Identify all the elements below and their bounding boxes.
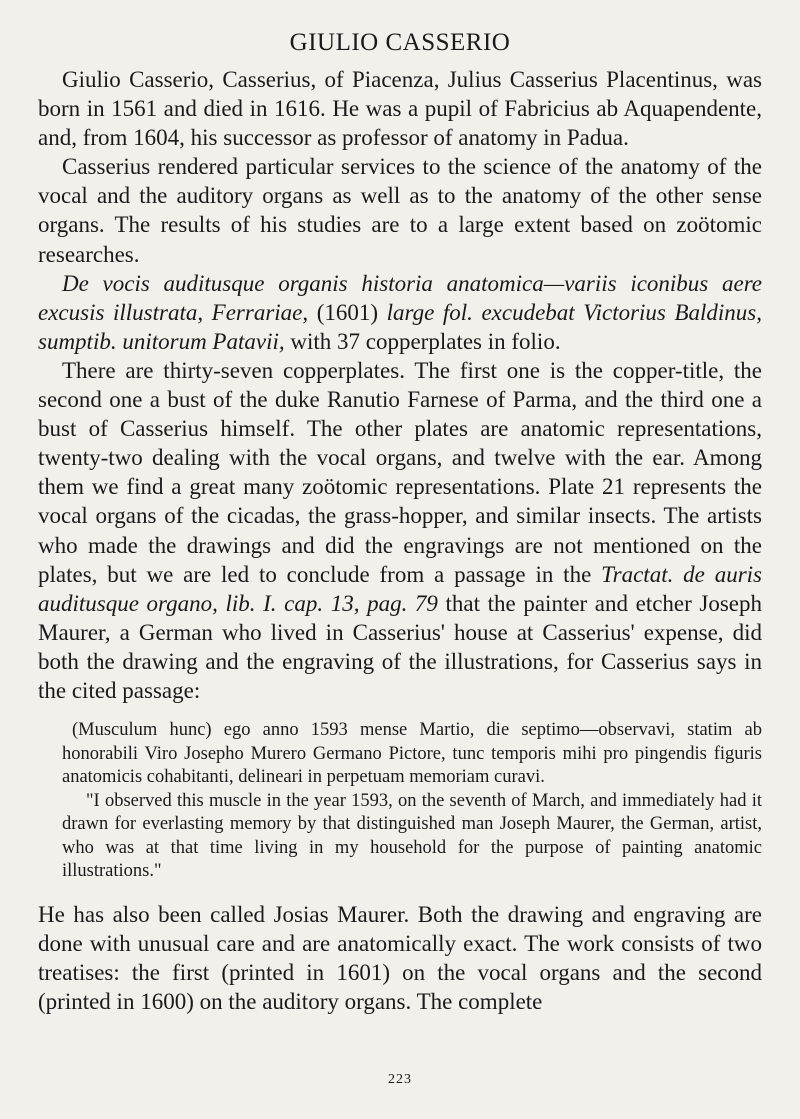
quote-english: "I observed this muscle in the year 1593, on the seventh of March, and immediately had it drawn for everlasting memory by that distinguished man Joseph Maurer, the German, artist, who was at that time living in my household for the purpose of painting anatomic illustrations."	[62, 790, 762, 882]
paragraph-biography: Giulio Casserio, Casserius, of Piacenza, Julius Casserius Placentinus, was born in 1561 and died in 1616. He was a pupil of Fabricius ab Aquapendente, and, from 1604, his successor as professor of anatomy in Padua.	[38, 67, 762, 151]
book-plates-note: with 37 copperplates in folio.	[284, 328, 561, 354]
tractat-citation: Tractat. de auris auditusque organo, lib. I. cap. 13, pag. 79	[38, 561, 763, 616]
paragraph-josias-maurer: He has also been called Josias Maurer. Both the drawing and engraving are done with unusual care and are anatomically exact. The work consists of two treatises: the first (printed in 1601) on the vocal organs and the second (printed in 1600) on the auditory organs. The complete	[38, 901, 762, 1014]
paragraph-contributions: Casserius rendered particular services to the science of the anatomy of the vocal and the auditory organs as well as to the anatomy of the other sense organs. The results of his studies are to a large extent based on zoötomic researches.	[38, 154, 762, 267]
book-year: (1601)	[308, 299, 387, 325]
chapter-title: GIULIO CASSERIO	[289, 29, 511, 56]
page-number: 223	[388, 1072, 412, 1087]
quote-latin: (Musculum hunc) ego anno 1593 mense Martio, die septimo—observavi, statim ab honorabili Viro Josepho Murero Germano Pictore, tunc temporis mihi pro pingendis figuris anatomicis cohabitanti, delineari in perpetuam memoriam curavi.	[62, 720, 762, 788]
book-imprint-italic: large fol. excudebat Victorius Baldinus, sumptib. unitorum Patavii,	[38, 299, 762, 354]
paragraph-copperplates	[38, 356, 762, 705]
copperplates-text-a: There are thirty-seven copperplates. The first one is the copper-title, the second one a bust of the duke Ranutio Farnese of Parma, and the third one a bust of Casserius himself. The other plates are anatomic representations, twenty-two dealing with the vocal organs, and twelve with the ear. Among them we find a great many zoötomic representations. Plate 21 represents the vocal organs of the cicadas, the grass-hopper, and similar insects. The artists who made the drawings and did the engravings are not mentioned on the plates, but we are led to conclude from a passage in the	[38, 357, 762, 587]
copperplates-text-b: that the painter and etcher Joseph Maurer, a German who lived in Casserius' house at Casserius' expense, did both the drawing and the engraving of the illustrations, for Casserius says in the cited passage:	[38, 590, 763, 703]
block-quote	[38, 719, 762, 884]
body-text	[38, 65, 762, 1016]
paragraph-bibliographic-entry	[38, 269, 762, 356]
book-title-italic: De vocis auditusque organis historia anatomica—variis iconibus aere excusis illustrata, Ferrariae,	[38, 270, 762, 325]
